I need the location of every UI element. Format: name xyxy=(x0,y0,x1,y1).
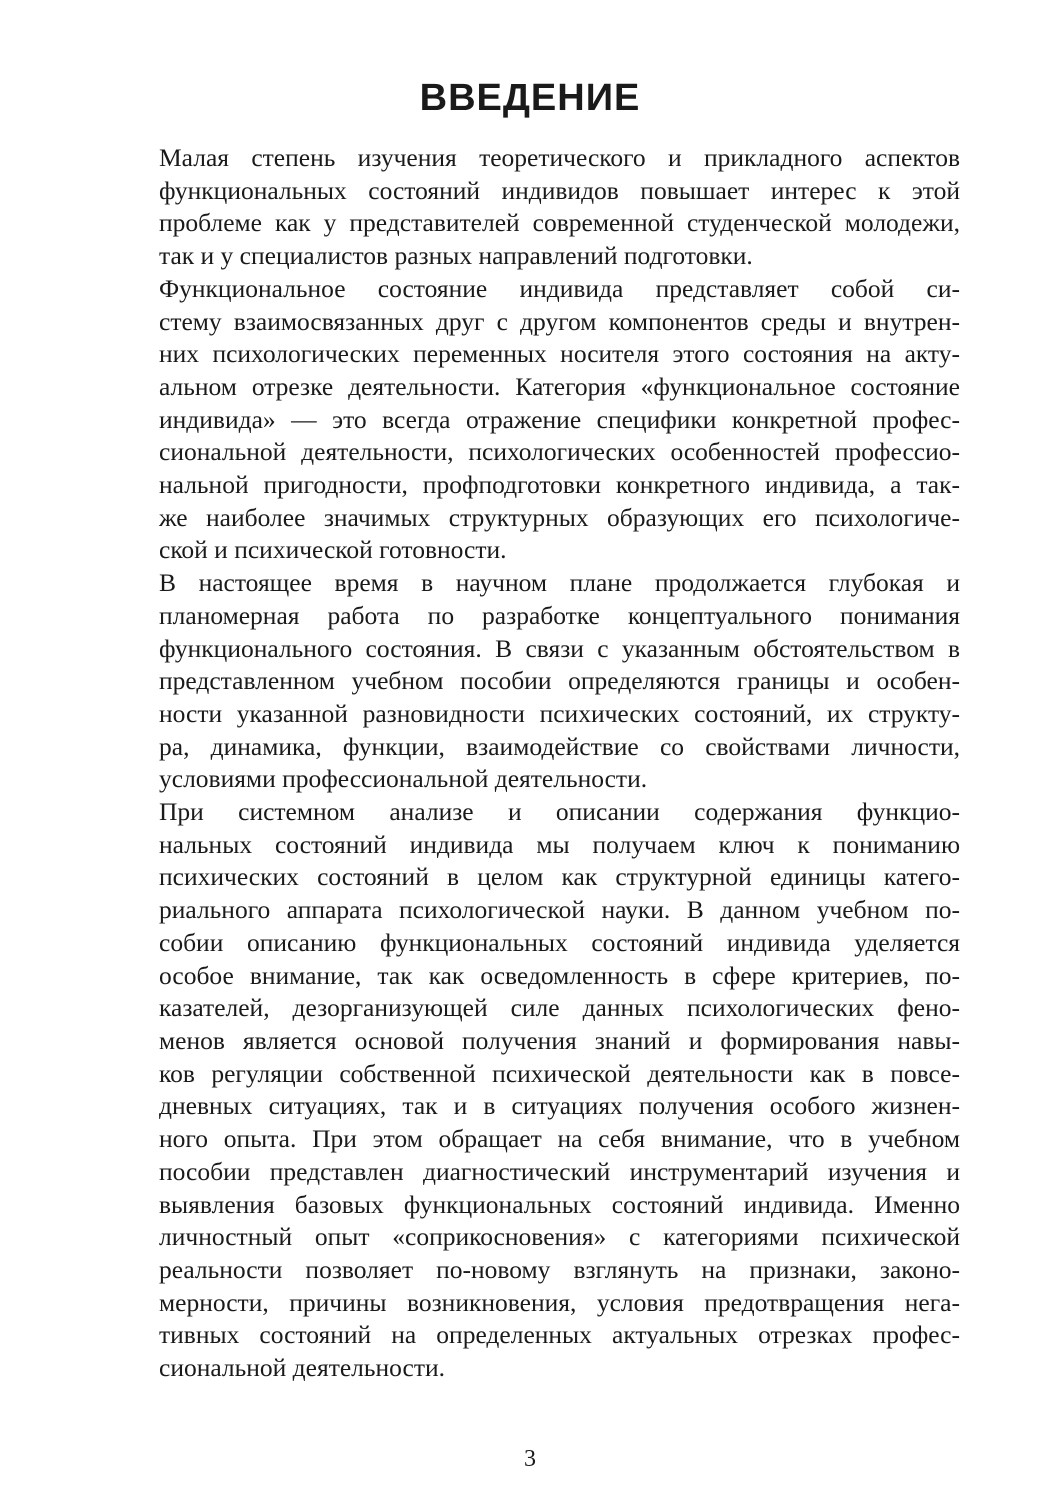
text-line: пособии представлен диагностический инструментарий изучения и xyxy=(159,1156,960,1186)
text-line: индивида» — это всегда отражение специфики конкретной профес- xyxy=(159,404,960,434)
text-line: нальных состояний индивида мы получаем ключ к пониманию xyxy=(159,829,960,859)
text-line: проблеме как у представителей современной студенческой молодежи, xyxy=(159,208,960,238)
text-line: особое внимание, так как осведомленность в сфере критериев, по- xyxy=(159,960,960,990)
text-line: казателей, дезорганизующей силе данных психологических фено- xyxy=(159,993,960,1023)
text-line: В настоящее время в научном плане продолжается глубокая и xyxy=(159,568,960,598)
text-line: Малая степень изучения теоретического и прикладного аспектов xyxy=(159,143,960,172)
paragraph-2 xyxy=(98,273,960,567)
text-line: же наиболее значимых структурных образующих его психологиче- xyxy=(159,502,960,532)
text-line: стему взаимосвязанных друг с другом компонентов среды и внутрен- xyxy=(159,306,960,336)
text-line: альном отрезке деятельности. Категория «функциональное состояние xyxy=(159,371,960,401)
text-line: тивных состояний на определенных актуальных отрезках профес- xyxy=(159,1320,960,1350)
text-line: личностный опыт «соприкосновения» с категориями психической xyxy=(159,1222,960,1252)
text-line: риального аппарата психологической науки. В данном учебном по- xyxy=(159,895,960,925)
text-line: выявления базовых функциональных состояний индивида. Именно xyxy=(159,1189,960,1219)
page-title: ВВЕДЕНИЕ xyxy=(419,77,641,119)
text-line: функциональных состояний индивидов повышает интерес к этой xyxy=(159,175,960,205)
text-line: ков регуляции собственной психической деятельности как в повсе- xyxy=(159,1058,960,1088)
text-line: дневных ситуациях, так и в ситуациях получения особого жизнен- xyxy=(159,1091,960,1121)
text-line: ности указанной разновидности психических состояний, их структу- xyxy=(159,698,960,728)
text-line: так и у специалистов разных направлений подготовки. xyxy=(159,241,753,271)
text-line: нальной пригодности, профподготовки конкретного индивида, а так- xyxy=(159,470,960,500)
page-number: 3 xyxy=(524,1446,536,1472)
text-line: ного опыта. При этом обращает на себя внимание, что в учебном xyxy=(159,1124,960,1154)
text-line: планомерная работа по разработке концептуального понимания xyxy=(159,600,960,630)
paragraph-4 xyxy=(98,796,960,1385)
text-line: представленном учебном пособии определяются границы и особен- xyxy=(159,666,960,696)
text-line: реальности позволяет по-новому взглянуть на признаки, законо- xyxy=(159,1254,960,1284)
text-line: условиями профессиональной деятельности. xyxy=(159,764,648,794)
text-line: них психологических переменных носителя этого состояния на акту- xyxy=(159,339,960,369)
text-line: ра, динамика, функции, взаимодействие со свойствами личности, xyxy=(159,731,960,761)
text-line: ской и психической готовности. xyxy=(159,535,507,565)
text-line: мерности, причины возникновения, условия предотвращения нега- xyxy=(159,1287,960,1317)
text-line: собии описанию функциональных состояний индивида уделяется xyxy=(159,927,960,957)
text-line: При системном анализе и описании содержания функцио- xyxy=(159,797,960,827)
text-line: менов является основой получения знаний и формирования навы- xyxy=(159,1025,960,1055)
document-body xyxy=(98,142,960,1385)
paragraph-3 xyxy=(98,567,960,796)
text-line: функционального состояния. В связи с указанным обстоятельством в xyxy=(159,633,960,663)
text-line: сиональной деятельности. xyxy=(159,1353,446,1383)
text-line: Функциональное состояние индивида представляет собой си- xyxy=(159,273,960,303)
paragraph-1 xyxy=(98,142,960,273)
text-line: сиональной деятельности, психологических особенностей профессио- xyxy=(159,437,960,467)
text-line: психических состояний в целом как структурной единицы катего- xyxy=(159,862,960,892)
